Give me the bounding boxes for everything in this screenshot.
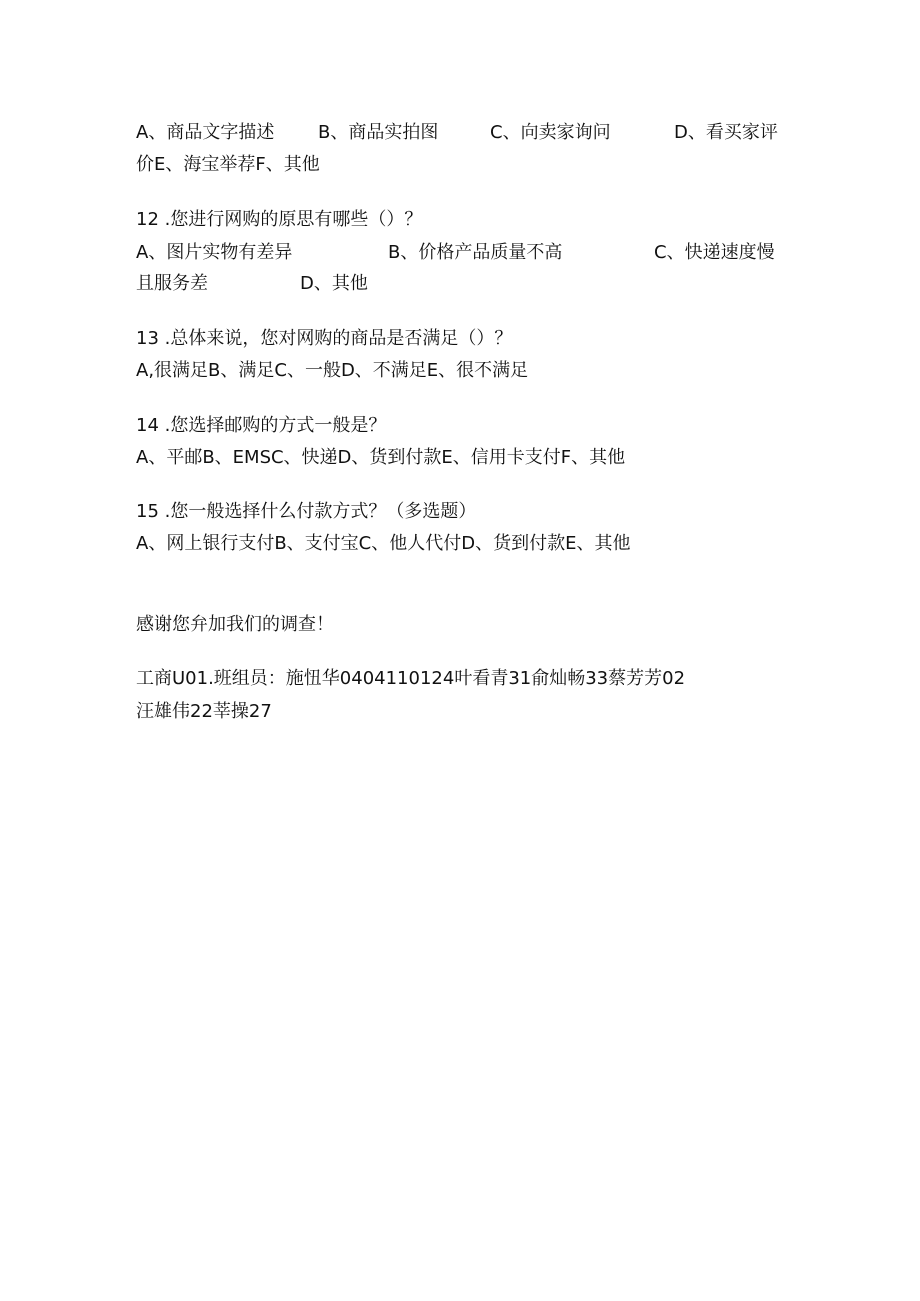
thanks-text: 感谢您弁加我们的调查！ <box>136 614 334 635</box>
q12-option-d: D、其他 <box>300 273 368 294</box>
q12-option-b: B、价格产品质量不高 <box>388 242 563 263</box>
q11-option-a: A、商品文字描述 <box>136 122 275 143</box>
q11-options-continued: 价E、海宝举荐F、其他 <box>136 154 320 175</box>
q13-title: 13 .总体来说，您对网购的商品是否满足（）？ <box>136 328 513 349</box>
q11-option-d: D、看买家评 <box>674 122 778 143</box>
q13-options: A,很满足B、满足C、一般D、不满足E、很不满足 <box>136 360 529 381</box>
q12-option-a: A、图片实物有差异 <box>136 242 293 263</box>
q12-option-c: C、快递速度慢 <box>654 242 775 263</box>
credits-line-2: 汪雄伟22莘操27 <box>136 701 272 722</box>
q14-title: 14 .您选择邮购的方式一般是？ <box>136 415 387 436</box>
q15-title: 15 .您一般选择什么付款方式？（多选题） <box>136 501 477 522</box>
credits-line-1: 工商U01.班组员：施忸华0404110124叶看青31俞灿畅33蔡芳芳02 <box>136 668 686 689</box>
q14-options: A、平邮B、EMSC、快递D、货到付款E、信用卡支付F、其他 <box>136 447 626 468</box>
q15-options: A、网上银行支付B、支付宝C、他人代付D、货到付款E、其他 <box>136 533 631 554</box>
q11-option-b: B、商品实拍图 <box>318 122 439 143</box>
q11-option-c: C、向卖家询问 <box>490 122 611 143</box>
q12-title: 12 .您进行网购的原思有哪些（）？ <box>136 209 423 230</box>
q12-option-c-continued: 且服务差 <box>136 273 208 294</box>
